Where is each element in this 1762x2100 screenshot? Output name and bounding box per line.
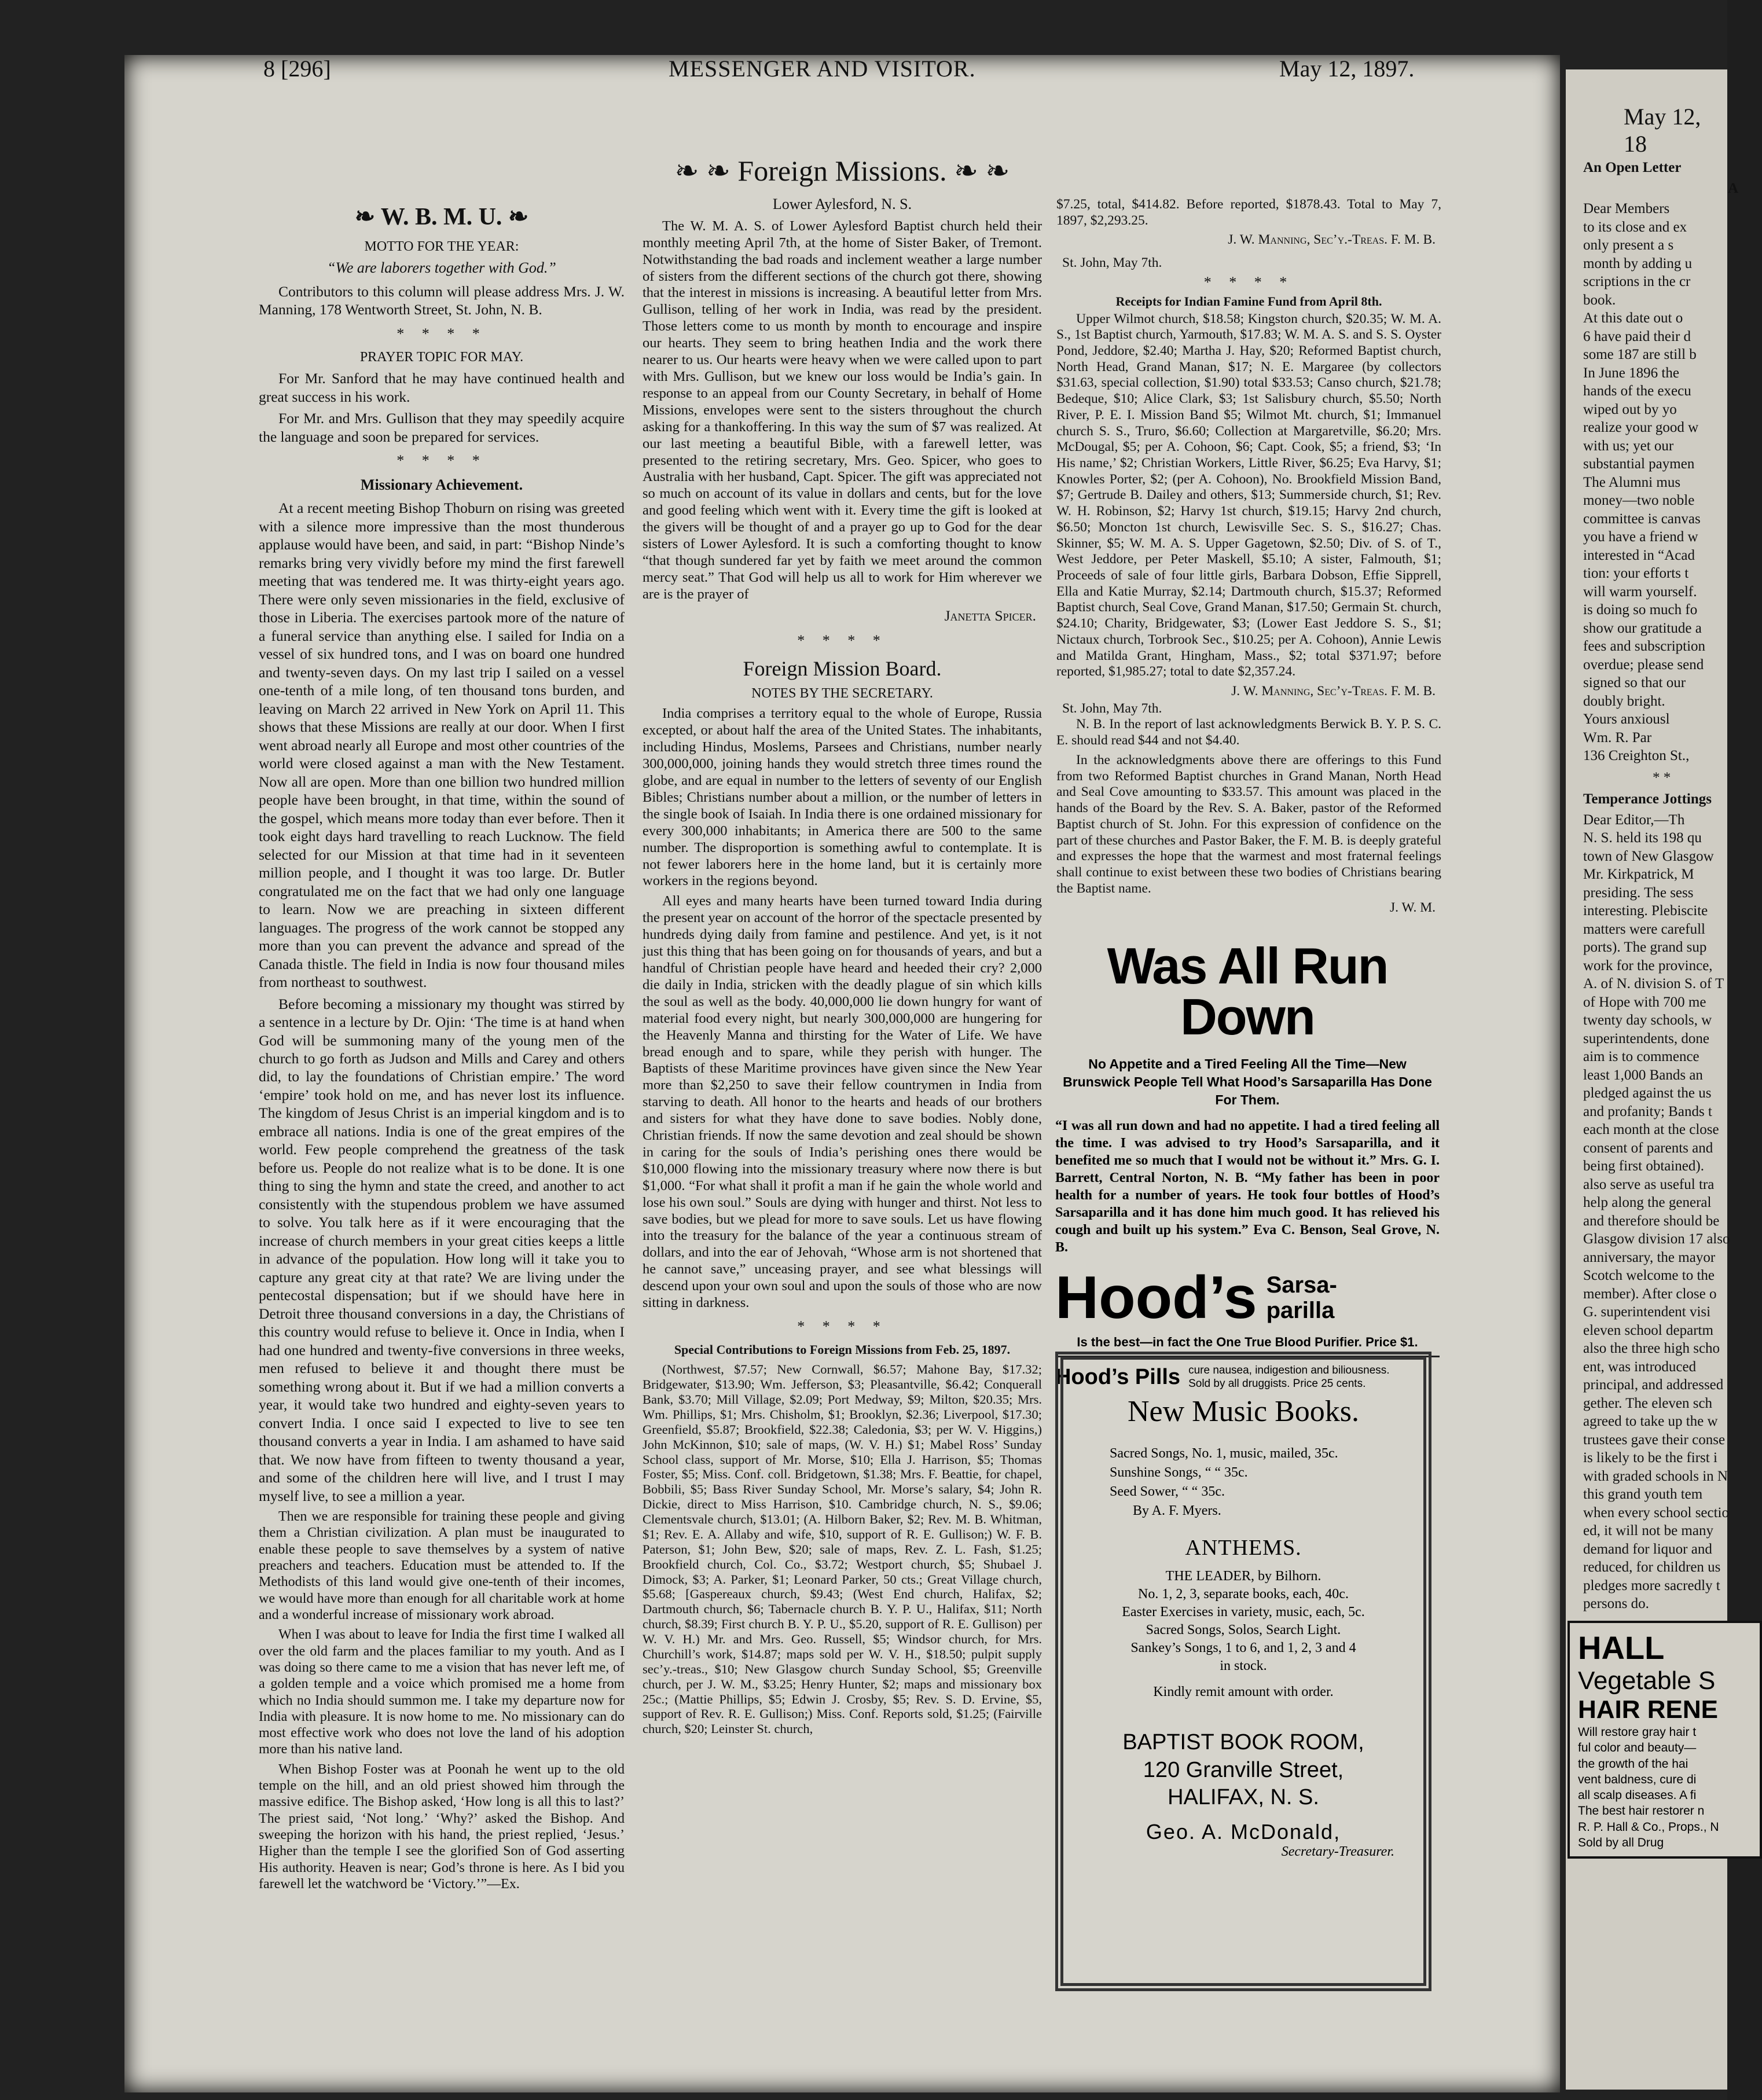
- article-title-fragment: A: [1728, 180, 1739, 196]
- masthead: MESSENGER AND VISITOR.: [669, 56, 976, 82]
- text-line: pledges more sacredly t: [1583, 1577, 1720, 1594]
- text-line: help along the general: [1583, 1195, 1712, 1210]
- contributions-list: Upper Wilmot church, $18.58; Kingston church, $20.35; W. M. A. S., 1st Baptist church, Yarmouth, $17.83; W. M. A. S. and S. S. Oyster Pond, Jeddore, $2.40; Martha J. Hay, $20; Reformed Baptist church, North Head, Grand Manan, $17; N. E. Margaree (by collectors $31.63, special collection, $1.90) total $33.53; Canso church, $21.78; Bedeque, $10; Alice Clark, $3; 1st Salisbury church, $5.50; North River, P. E. I. Mission Band $5; Wilmot Mt. church, $1; Immanuel church S. S., Truro, $6.60; Collection at Margaretville, $6.20; Mrs. McDougal, $5; per A. Cohoon, $6; Capt. Cook, $5; a friend, $3; ‘In His name,’ $2; Christian Workers, Little River, $6.25; Eva Harvy, $1; Knowles Porter, $2; (per A. Cohoon), No. Brookfield Mission Band, $7; Gertrude B. Dailey and others, $13; Summerside church, $1; Rev. W. H. Robinson, $2; Harvy 1st church, $19.15; Harvy 2nd church, $6.50; Moncton 1st church, Lewisville Sec. S. S., $16.27; Chas. Skinner, $5; W. M. A. S. Upper Gagetown, $2.50; Div. of S. of T., West Jeddore, per Peter Maskell, $5.10; A sister, Falmouth, $1; Proceeds of sale of four little girls, Barbara Dobson, Effie Sipprell, Ella and Katie Murray, $2.14; Dartmouth church, $15.37; Reformed Baptist church, Seal Cove, Grand Manan, $17.50; Germain St. church, $24.10; Charity, Bridgewater, $3; (Lower East Jeddore S. S., $1; Nictaux church, Torbrook Sec., $10.25; per A. Cohoon), Annie Lewis and Matilda Grant, Hingham, Mass., $2; total $371.97; before reported, $1,985.27; total to date $2,357.24.: [1056, 311, 1441, 680]
- music-books-advertisement: [1055, 1352, 1431, 1991]
- text-line: In June 1896 the: [1583, 365, 1679, 381]
- brand-name: Hood’s: [1055, 1264, 1257, 1332]
- text-line: to its close and ex: [1583, 219, 1687, 235]
- article-title: An Open Letter: [1583, 160, 1682, 175]
- text-line: tion: your efforts t: [1583, 566, 1689, 581]
- text-line: Wm. R. Par: [1583, 729, 1652, 746]
- text-line: A. of N. division S. of T: [1583, 976, 1724, 992]
- leaf-ornament-icon: ❧ ❧: [674, 155, 738, 187]
- signature: J. W. Manning, Sec’y-Treas. F. M. B.: [1231, 684, 1436, 699]
- text-line: R. P. Hall & Co., Props., N: [1578, 1820, 1719, 1834]
- book-line: Sunshine Songs, “ “ 35c.: [1110, 1465, 1248, 1480]
- manager-name: Geo. A. McDonald,: [1146, 1819, 1341, 1844]
- stars-divider: * * * *: [797, 1318, 887, 1335]
- book-line: Easter Exercises in variety, music, each, 5c.: [1122, 1605, 1365, 1620]
- text-line: least 1,000 Bands an: [1583, 1067, 1703, 1083]
- contributors-note: Contributors to this column will please address Mrs. J. W. Manning, 178 Wentworth Street, St. John, N. B.: [259, 282, 625, 318]
- prayer-text: For Mr. and Mrs. Gullison that they may speedily acquire the language and soon be prepared for services.: [259, 410, 625, 445]
- text-line: is doing so much fo: [1583, 602, 1698, 618]
- text-line: hands of the execu: [1583, 383, 1691, 399]
- famine-fund-column: [1056, 197, 1441, 927]
- stars-divider: * *: [1653, 769, 1671, 785]
- dateline: St. John, May 7th.: [1062, 255, 1162, 271]
- text-line: persons do.: [1583, 1596, 1649, 1611]
- text-line: being first obtained).: [1583, 1158, 1704, 1174]
- text-line: demand for liquor and: [1583, 1541, 1712, 1557]
- text-line: ports). The grand sup: [1583, 939, 1707, 955]
- text-line: all scalp diseases. A fi: [1578, 1789, 1697, 1802]
- text-line: gether. The eleven sch: [1583, 1395, 1713, 1411]
- text-line: realize your good w: [1583, 420, 1699, 435]
- next-page-date: May 12, 18: [1624, 104, 1701, 157]
- motto-label: MOTTO FOR THE YEAR:: [364, 238, 519, 254]
- text-line: 136 Creighton St.,: [1583, 748, 1690, 763]
- brand-product: Sarsa- parilla: [1266, 1272, 1337, 1324]
- article-paragraph: When I was about to leave for India the first time I walked all over the old farm and the places familiar to my youth. And as I was doing so there came to me a vision that has never left me, of a golden temple and a voice which promised me a home from which no India should summon me. I take my departure now for India with pleasure. It is now home to me. No missionary can do most effective work who does not love the land of his adoption more than his native land.: [259, 1627, 625, 1757]
- text-line: also the three high scho: [1583, 1341, 1720, 1356]
- book-line: No. 1, 2, 3, separate books, each, 40c.: [1138, 1587, 1349, 1602]
- article-title: Temperance Jottings: [1583, 791, 1712, 807]
- dateline: St. John, May 7th.: [1062, 700, 1162, 716]
- ad-product: HAIR RENE: [1578, 1695, 1719, 1724]
- leaf-ornament-icon: ❧: [502, 204, 529, 230]
- stars-divider: * * * *: [397, 452, 487, 469]
- article-paragraph: Before becoming a missionary my thought was stirred by a sentence in a lecture by Dr. Ojin: ‘The time is at hand when God will be summoning many of the young men of the church to go forth as Judson and Mills and Carey and others did, to lay the foundations of Christian empire.’ The word ‘empire’ took hold on me, and has never lost its influence. The kingdom of Jesus Christ is an imperial kingdom and is to embrace all nations. India is one of the great empires of the world. Few people comprehend the greatness of the task before us. People do not realize what is to be done. It is one thing to sing the hymn and state the creed, and another to act consistently with the stupendous problem we have assumed to solve. You talk here as if it were encouraging that the increase of church members in your great cities keeps a little in advance of the population. How long will it take you to capture any great city at that rate? We are living under the pentecostal dispensation; but if we should have here in Detroit three thousand conversions in a day, the Christians of this country would refuse to believe it. Once in India, when I had one hundred and twenty-five conversions in three weeks, men refused to believe it and thought there must be something wrong about it. But if we had a million converts a year, it would take two hundred and eighty-seven years to convert India. I once said I expected to live to see ten thousand converts a year in India. I am ashamed to have said that. We now have from fifteen to twenty thousand a year, and some of the children here will live, and I trust I may myself live, to see a million a year.: [259, 995, 625, 1504]
- text-line: The Alumni mus: [1583, 474, 1681, 490]
- text-line: the growth of the hai: [1578, 1757, 1688, 1771]
- text-line: anniversary, the mayor: [1583, 1249, 1716, 1265]
- book-line: THE LEADER, by Bilhorn.: [1165, 1569, 1322, 1584]
- book-line: Sankey’s Songs, 1 to 6, and 1, 2, 3 and 4: [1130, 1640, 1356, 1655]
- text-line: money—two noble: [1583, 493, 1695, 508]
- text-line: each month at the close: [1583, 1122, 1719, 1137]
- article-title: Missionary Achievement.: [360, 476, 523, 494]
- book-author: By A. F. Myers.: [1133, 1503, 1221, 1518]
- leaf-ornament-icon: ❧: [354, 204, 381, 230]
- article-paragraph: N. B. In the report of last acknowledgments Berwick B. Y. P. S. C. E. should read $44 and not $4.40.: [1056, 717, 1441, 748]
- stars-divider: * * * *: [1203, 273, 1294, 291]
- leaf-ornament-icon: ❧ ❧: [946, 155, 1010, 187]
- text-line: doubly bright.: [1583, 693, 1665, 709]
- article-title: Receipts for Indian Famine Fund from April 8th.: [1115, 293, 1382, 309]
- text-line: and therefore should be: [1583, 1213, 1720, 1229]
- ad-subheadline: No Appetite and a Tired Feeling All the Time—New Brunswick People Tell What Hood’s Sarsaparilla Has Done For Them.: [1063, 1056, 1432, 1108]
- contributions-list: $7.25, total, $414.82. Before reported, $1878.43. Total to May 7, 1897, $2,293.25.: [1056, 197, 1441, 228]
- stars-divider: * * * *: [397, 325, 487, 342]
- text-line: you have a friend w: [1583, 529, 1698, 545]
- book-line: Sacred Songs, Solos, Search Light.: [1146, 1622, 1341, 1638]
- text-line: The best hair restorer n: [1578, 1804, 1705, 1818]
- board-title: Foreign Mission Board.: [743, 657, 942, 681]
- text-line: pledged against the us: [1583, 1085, 1712, 1101]
- text-line: Mr. Kirkpatrick, M: [1583, 867, 1694, 882]
- motto: “We are laborers together with God.”: [327, 259, 556, 277]
- signature: J. W. Manning, Sec’y.-Treas. F. M. B.: [1228, 232, 1436, 248]
- foreign-missions-column: [643, 153, 1042, 2017]
- book-line: Seed Sower, “ “ 35c.: [1110, 1484, 1225, 1499]
- ad-testimonial: “I was all run down and had no appetite. I had a tired feeling all the time. I was advised to try Hood’s Sarsaparilla, and it benefited me so much that I would not be without it.” Mrs. G. I. Barrett, Central Norton, N. B. “My father has been in poor health for a number of years. He took four bottles of Hood’s Sarsaparilla and it has done him much good. It has relieved his cough and built up his system.” Eva C. Benson, Seal Grove, N. B.: [1055, 1118, 1440, 1255]
- text-line: vent baldness, cure di: [1578, 1772, 1697, 1786]
- text-line: aim is to commence: [1583, 1049, 1699, 1064]
- text-line: some 187 are still b: [1583, 347, 1697, 362]
- text-line: Glasgow division 17 also: [1583, 1231, 1730, 1247]
- signature: J. W. M.: [1389, 900, 1436, 916]
- store-name: BAPTIST BOOK ROOM, 120 Granville Street, HALIFAX, N. S.: [1122, 1730, 1364, 1809]
- text-line: also serve as useful tra: [1583, 1176, 1715, 1192]
- page-number: 8 [296]: [263, 56, 331, 82]
- text-line: scriptions in the cr: [1583, 274, 1691, 289]
- open-letter-text: [1583, 200, 1757, 765]
- text-line: 6 have paid their d: [1583, 328, 1691, 344]
- wbmu-column: [259, 203, 625, 2014]
- text-line: Dear Members: [1583, 201, 1670, 216]
- ad-tagline: Is the best—in fact the One True Blood Purifier. Price $1.: [1055, 1335, 1440, 1357]
- article-paragraph: The W. M. A. S. of Lower Aylesford Baptist church held their monthly meeting April 7th, at the home of Sister Baker, of Tremont. Notwithstanding the bad roads and inclement weather a large number of sisters from the different sections of the church got there, showing that the interest in missions is increasing. A beautiful letter from Mrs. Gullison, telling of her work in India, was read by the president. Those letters come to us month by month to encourage and inspire our hearts. They seem to bring heathen India and the work there nearer to us. Our hearts were heavy when we were called upon to part with Mrs. Gullison, but we knew our loss would be India’s gain. In response to an appeal from our County Secretary, in behalf of Home Missions, envelopes were sent to the sisters throughout the church asking for a thankoffering. In this way the sum of $7 was realized. At our last meeting a beautiful Bible, with a farewell letter, was presented to the retiring secretary, Mrs. Geo. Spicer, who goes to Australia with her husband, Capt. Spicer. The gift was appreciated not so much on account of its value in dollars and cents, but for the love and good feeling which went with it. Every time the gift is looked at the givers will be thought of and a prayer go up to God for the dear sisters of Lower Aylesford. It is such a comforting thought to know “that though sundered far yet by faith we meet around the common mercy seat.” That God will help us all to work for Him wherever we are is the prayer of: [643, 218, 1042, 602]
- ad-product: Vegetable S: [1578, 1666, 1716, 1695]
- text-line: twenty day schools, w: [1583, 1012, 1712, 1028]
- ad-body: [1578, 1724, 1752, 1851]
- article-paragraph: All eyes and many hearts have been turned toward India during the present year on account of the horror of the spectacle presented by hundreds dying daily from famine and pestilence. And yet, is it not just this thing that has been going on for thousands of years, and but a handful of Christian people have heard and heeded their cry? 2,000 die daily in India, stricken with the deadly plague of sin which kills the soul as well as the body. 40,000,000 lie down hungry for want of material food every night, but nearly 300,000,000 are hungering for the Heavenly Manna and thirsting for the Water of Life. We have bread enough and to spare, while they perish with hunger. The Baptists of these Maritime provinces have given since the New Year more than $2,250 to save their fellow countrymen in India from starving to death. All honor to the hearts and heads of our brothers and sisters for what they have done to save bodies. Nobly done, Christian friends. If now the same devotion and zeal should be shown in caring for the souls of India’s perishing ones there would be $10,000 flowing into the missionary treasury where now there is but $1,000. “For what shall it profit a man if he gain the whole world and lose his own soul.” Souls are dying with hunger and thirst. Not less to save bodies, but we plead for more to save souls. Let us have flowing into the treasury for the balance of the year a continuous stream of dollars, and into the ear of Jehovah, “Whose arm is not shortened that he cannot save,” unceasing prayer, and see what blessings will descend upon your own soul and upon the souls of those who are now sitting in darkness.: [643, 893, 1042, 1311]
- text-line: presiding. The sess: [1583, 884, 1694, 901]
- text-line: substantial paymen: [1583, 456, 1695, 472]
- text-line: signed so that our: [1583, 675, 1686, 691]
- text-line: show our gratitude a: [1583, 620, 1702, 636]
- text-line: member). After close o: [1583, 1286, 1717, 1302]
- wbmu-title: ❧ W. B. M. U. ❧: [354, 204, 529, 230]
- text-line: principal, and addressed: [1583, 1377, 1724, 1393]
- ad-brand: HALL: [1578, 1629, 1665, 1666]
- text-line: reduced, for children us: [1583, 1559, 1721, 1575]
- book-line: Sacred Songs, No. 1, music, mailed, 35c.: [1110, 1446, 1338, 1461]
- text-line: book.: [1583, 292, 1616, 308]
- article-paragraph: Then we are responsible for training these people and giving them a Christian civilization. A plan must be inaugurated to enable these people to save themselves by a system of native preachers and teachers. Education must be attended to. If the Methodists of this land would give one-tenth of their incomes, we would have more than enough for all charitable work at home and a wonderful increase of missionary work abroad.: [259, 1509, 625, 1622]
- text-line: with graded schools in N: [1583, 1468, 1728, 1484]
- text-line: when every school sectio: [1583, 1504, 1730, 1521]
- board-subtitle: NOTES BY THE SECRETARY.: [751, 685, 933, 701]
- text-line: town of New Glasgow: [1583, 848, 1714, 864]
- text-line: only present a s: [1583, 237, 1674, 253]
- text-line: fees and subscription: [1583, 638, 1706, 654]
- foreign-missions-title: ❧ ❧ Foreign Missions. ❧ ❧: [674, 155, 1010, 187]
- article-paragraph: In the acknowledgments above there are offerings to this Fund from two Reformed Baptist churches in Grand Manan, North Head and Seal Cove amounting to $33.57. This amount was placed in the hands of the Board by the Rev. S. A. Baker, pastor of the Reformed Baptist church of St. John. For this expression of confidence on the part of these churches and Pastor Baker, the F. M. B. is deeply grateful and expresses the hope that the warmest and most fraternal feelings shall continue to exist between these two bodies of Christians bearing the Baptist name.: [1056, 752, 1441, 896]
- text-line: ful color and beauty—: [1578, 1741, 1697, 1755]
- text-line: of Hope with 700 me: [1583, 994, 1706, 1010]
- text-line: Will restore gray hair t: [1578, 1725, 1697, 1739]
- pills-name: Hood’s Pills: [1055, 1365, 1181, 1390]
- manager-title: Secretary-Treasurer.: [1281, 1844, 1394, 1859]
- text-line: ed, it will not be many: [1583, 1523, 1713, 1539]
- prayer-topic-label: PRAYER TOPIC FOR MAY.: [359, 349, 524, 365]
- prayer-text: For Mr. Sanford that he may have continued health and great success in his work.: [259, 370, 625, 405]
- text-line: trustees gave their conse: [1583, 1431, 1726, 1448]
- text-line: interested in “Acad: [1583, 547, 1695, 563]
- text-line: and profanity; Bands t: [1583, 1103, 1712, 1119]
- text-line: Dear Editor,—Th: [1583, 812, 1685, 828]
- anthems-heading: ANTHEMS.: [1185, 1536, 1302, 1560]
- hoods-advertisement: [1055, 937, 1440, 1391]
- text-line: month by adding u: [1583, 255, 1693, 271]
- ad-headline: Was All Run Down: [1107, 937, 1388, 1045]
- text-line: Sold by all Drug: [1578, 1836, 1664, 1850]
- text-line: with us; yet our: [1583, 438, 1674, 454]
- text-line: overdue; please send: [1583, 656, 1704, 673]
- stars-divider: * * * *: [797, 632, 887, 649]
- contributions-list: (Northwest, $7.57; New Cornwall, $6.57; Mahone Bay, $17.32; Bridgewater, $13.90; Wm. Jefferson, $3; Pleasantville, $6.42; Conquerall Bank, $3.70; Mill Village, $2.09; Port Medway, $9; Milton, $20.35; Mrs. Wm. Phillips, $1; Mrs. Chisholm, $1; Brooklyn, $2.36; Liverpool, $17.30; Greenfield, $5.87; Brookfield, $22.38; Caledonia, $3; per W. V. Higgins,) John McKinnon, $10; sale of maps, (W. V. H.) $1; Mabel Ross’ Sunday School class, support of Mr. Morse, $10; Ella J. Harrison, $5; Thomas Foster, $5; Miss. Conf. coll. Bridgetown, $1.38; Mrs. F. Beattie, for chapel, Bobbili, $5; Bass River Sunday School, Mr. Morse’s salary, $4; John R. Dickie, direct to Miss Harrison, $10. Cambridge church, N. S., $9.06; Clementsvale church, $13.01; (A. Hilborn Baker, $2; Rev. M. B. Whitman, $1; Rev. E. A. Allaby and wife, $10, support of R. E. Gullison;) W. F. B. Paterson, $1; John Bew, $20; sale of maps, Rev. Z. L. Fash, $1.25; Brookfield church, Col. Co., $3.72; Westport church, $5; Shubael J. Dimock, $3; A. Parker, $1; Leonard Parker, 50 cts.; Great Village church, $5.68; [Gaspereaux church, $9.43; (West End church, Halifax, $2; Dartmouth church, $6; Tabernacle church B. Y. P. U., Halifax, $11; North church, $8.39; First church B. Y. P. U., $5.20, support of R. E. Gullison) per W. V. H.) Mr. and Mrs. Geo. Russell, $5; Windsor church, for Mrs. Churchill’s work, $14.87; maps sold per W. V. H., $18.50; pulpit supply sec’y.-treas., $10; New Glasgow church Sunday School, $5; Greenville church, per J. W. M., $3.25; Henry Hunter, $2; maps and missionary box 25c.; (Mattie Phillips, $5; Edwin J. Crosby, $5; Rev. S. D. Ervine, $5, support of Rev. R. E. Gullison;) Miss. Conf. Reports sold, $1.25; (Fairville church, $20; Leinster St. church,: [643, 1362, 1042, 1736]
- text-line: matters were carefull: [1583, 921, 1705, 937]
- article-paragraph: When Bishop Foster was at Poonah he went up to the old temple on the hill, and an old priest showed him through the massive edifice. The Bishop asked, ‘How long is all this to last?’ The priest said, ‘Not long.’ ‘Why?’ asked the Bishop. And sweeping the horizon with his hand, the priest replied, ‘Jesus.’ Higher than the temple I see the glorified Son of God asserting His authority. Heaven is near; God’s throne is here. As I bid you farewell let the watchword be ‘Victory.’”—Ex.: [259, 1761, 625, 1892]
- article-title: Special Contributions to Foreign Missions from Feb. 25, 1897.: [674, 1342, 1011, 1357]
- text-line: consent of parents and: [1583, 1140, 1713, 1156]
- text-line: Yours anxiousl: [1583, 711, 1670, 727]
- text-line: wiped out by yo: [1583, 401, 1677, 417]
- text-line: this grand youth tem: [1583, 1486, 1703, 1502]
- ad-title: New Music Books.: [1127, 1395, 1360, 1428]
- right-page-column: [1583, 156, 1757, 1613]
- text-line: Scotch welcome to the: [1583, 1268, 1715, 1283]
- signature: Janetta Spicer.: [944, 607, 1036, 624]
- text-line: superintendents, done: [1583, 1030, 1710, 1047]
- pills-text: cure nausea, indigestion and biliousness. Sold by all druggists. Price 25 cents.: [1188, 1364, 1390, 1390]
- hall-hair-renewer-advertisement: [1568, 1621, 1762, 1859]
- text-line: will warm yourself.: [1583, 583, 1697, 600]
- article-title: Lower Aylesford, N. S.: [772, 195, 912, 212]
- article-paragraph: At a recent meeting Bishop Thoburn on rising was greeted with a silence more impressive than the most thunderous applause would have been, and said, in part: “Bishop Ninde’s remarks bring very vividly before my mind the first farewell meeting that was tendered me. It was thirty-eight years ago. There were only seven missionaries in the field, exclusive of those in Liberia. The exercises partook more of the nature of a funeral service than anything else. I sailed for India on a vessel of six hundred tons, and I was on board one hundred and twenty-seven days. On my last trip I sailed on a vessel one-tenth of a mile long, of ten thousand tons burden, and leaving on March 22 arrived in New York on April 11. This shows that these Missions are really at our door. When I first went abroad nearly all Europe and most other countries of the world were closed against a man with the New Testament. Now all are open. More than one billion two hundred million people have been brought, in that time, within the sound of the gospel, which means more today than ever before. Then it took eight days hard travelling to reach Lucknow. The field selected for our Mission at that time had in it seventeen million people, and I thought it was too large. Dr. Butler congratulated me on the fact that we had only one language to learn. Now we are preaching in sixteen different languages. The progress of the work cannot be stopped any more than you can prevent the advance and spread of the Canada thistle. The field in India is now four thousand miles from northeast to southwest.: [259, 500, 625, 991]
- text-line: eleven school departm: [1583, 1322, 1713, 1338]
- text-line: work for the province,: [1583, 957, 1713, 974]
- issue-date: May 12, 1897.: [1279, 56, 1415, 82]
- temperance-text: [1583, 811, 1757, 1613]
- hoods-brand: [1055, 1264, 1440, 1332]
- text-line: N. S. held its 198 qu: [1583, 830, 1702, 846]
- text-line: committee is canvas: [1583, 511, 1701, 527]
- article-paragraph: India comprises a territory equal to the whole of Europe, Russia excepted, or about half the area of the United States. The inhabitants, including Hindus, Moslems, Parsees and Christians, number nearly 300,000,000, joining hands they would stretch three times round the globe, and are equal in number to the letters of seventy of our English Bibles; Christians number about a million, or the number of letters in the single book of Isaiah. In India there is one ordained missionary for every 300,000 inhabitants; in America there are 500 to the same number. The disproportion is something awful to contemplate. It is not fewer laborers here in the home land, but it is certainly more workers in the regions beyond.: [643, 706, 1042, 889]
- book-line: in stock.: [1220, 1658, 1267, 1673]
- text-line: ent, was introduced: [1583, 1359, 1697, 1375]
- text-line: is likely to be the first i: [1583, 1450, 1717, 1466]
- text-line: G. superintendent visi: [1583, 1304, 1711, 1320]
- remit-note: Kindly remit amount with order.: [1153, 1684, 1334, 1699]
- text-line: At this date out o: [1583, 310, 1683, 326]
- text-line: agreed to take up the w: [1583, 1414, 1718, 1429]
- text-line: interesting. Plebiscite: [1583, 903, 1708, 919]
